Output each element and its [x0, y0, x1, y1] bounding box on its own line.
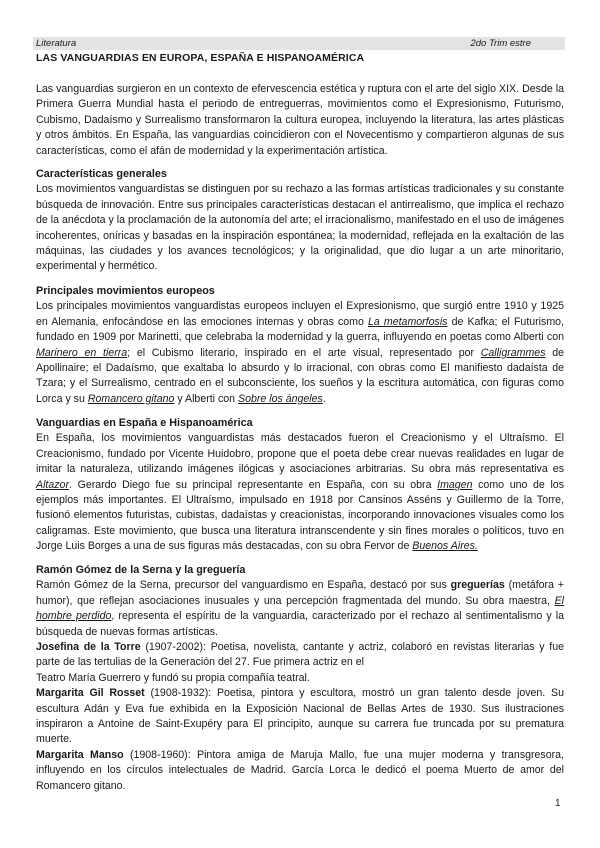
bio-josefina-de-la-torre	[36, 640, 564, 671]
section-heading: Principales movimientos europeos	[36, 285, 215, 297]
section-paragraph	[36, 299, 564, 407]
work-title-la-metamorfosis: La metamorfosis	[368, 315, 448, 328]
text-run: ; el Cubismo literario, inspirado en el arte visual, representado por	[127, 346, 481, 359]
section-heading: Ramón Gómez de la Serna y la greguería	[36, 564, 246, 576]
text-run: como uno de los ejemplos más importantes. El Ultraísmo, impulsado en 1918 por Cansinos Asséns y Guillermo de la Torre, fusionó elementos futuristas, cubistas, dadaístas y creacionistas, incorporando innovaciones visuales como los caligramas. Este movimiento, que busca una literatura intranscendente y sin fines morales o políticos, tuvo en Jorge Luis Borges a una de sus figuras más destacadas, con su obra Fervor de	[36, 478, 564, 553]
work-title-el-hombre-perdido: El hombre perdido	[36, 594, 564, 623]
bio-name: Margarita Manso	[36, 748, 124, 761]
text-run: de Kafka; el Futurismo, fundado en 1909 por Marinetti, que celebraba la modernidad y la guerra, influyendo en poetas como Alberti con	[36, 315, 564, 344]
section-heading: Características generales	[36, 168, 167, 180]
section-paragraph: Los movimientos vanguardistas se distinguen por su rechazo a las formas artísticas tradicionales y su constante búsqueda de innovación. Entre sus principales características destacan el antirrealismo, que implica el rechazo de la anécdota y la proclamación de la autonomía del arte; el irracionalismo, manifestado en el uso de imágenes incoherentes, oníricas y basadas en la inspiración espontánea; la modernidad, reflejada en la exaltación de las máquinas, las ciudades y los avances tecnológicos; y la originalidad, que dio lugar a un arte minoritario, experimental y hermético.	[36, 183, 564, 273]
running-header	[33, 37, 565, 50]
bio-text: (1908-1932): Poetisa, pintora y escultora, mostró un gran talento desde joven. Su escultura Adán y Eva fue exhibida en la Exposición Nacional de Bellas Artes de 1930. Sus ilustraciones inspiraron a Antoine de Saint-Exupéry para El principito, aunque su carrera fue truncada por su prematura muerte.	[36, 687, 564, 746]
section-gomez-de-la-serna	[36, 563, 564, 794]
section-espana-hispanoamerica	[36, 416, 564, 555]
bio-name: Josefina de la Torre	[36, 641, 141, 654]
text-run: de Apollinaire; el Dadaísmo, que exaltaba lo absurdo y lo irracional, con obras como El manifiesto dadaísta de Tzara; y el Surrealismo, centrado en el subconsciente, los sueños y la escritura automática, con figuras como Lorca y su	[36, 346, 564, 405]
text-run: y Alberti con	[174, 392, 238, 405]
text-run: Los principales movimientos vanguardistas europeos incluyen el Expresionismo, que surgió entre 1910 y 1925 en Alemania, enfocándose en las emociones internas y obras como	[36, 300, 564, 328]
work-title-marinero-en-tierra: Marinero en tierra	[36, 346, 128, 359]
bio-text: (1908-1960): Pintora amiga de Maruja Mallo, fue una mujer moderna y transgresora, influyendo en los círculos intelectuales de Madrid. García Lorca le dedicó el poema Muerto de amor del Romancero gitano.	[36, 748, 564, 792]
bio-name: Margarita Gil Rosset	[36, 687, 145, 700]
text-run: (metáfora + humor), que reflejan asociaciones inusuales y una percepción fragmentada del mundo. Su obra maestra,	[36, 579, 564, 607]
work-title-altazor: Altazor	[36, 478, 69, 491]
work-title-sobre-los-angeles: Sobre los ángeles	[238, 392, 323, 405]
work-title-imagen: Imagen	[437, 478, 473, 491]
work-title-calligrammes: Calligrammes	[480, 346, 546, 359]
section-caracteristicas	[36, 167, 564, 275]
text-run: Ramón Gómez de la Serna, precursor del vanguardismo en España, destacó por sus	[36, 579, 451, 592]
bio-josefina-continuation: Teatro María Guerrero y fundó su propia compañía teatral.	[36, 671, 310, 684]
text-run: . Gerardo Diego fue su principal representante en España, con su obra	[68, 478, 438, 491]
text-run: .	[322, 392, 326, 405]
page-number: 1	[555, 798, 561, 809]
document-title: LAS VANGUARDIAS EN EUROPA, ESPAÑA E HISPANOAMÉRICA	[36, 52, 365, 64]
intro-paragraph: Las vanguardias surgieron en un contexto de efervescencia estética y ruptura con el arte del siglo XIX. Desde la Primera Guerra Mundial hasta el periodo de entreguerras, movimientos como el Expresionismo, Futurismo, Cubismo, Dadaísmo y Surrealismo transformaron la cultura europea, incluyendo la literatura, las artes plásticas y otros ámbitos. En España, las vanguardias coincidieron con el Novecentismo y compartieron algunas de sus características, como el afán de modernidad y la experimentación artística.	[36, 83, 564, 157]
term-greguerias: greguerías	[450, 579, 505, 592]
section-movimientos-europeos	[36, 284, 564, 407]
bio-margarita-manso	[36, 748, 564, 794]
text-run: En España, los movimientos vanguardistas más destacados fueron el Creacionismo y el Ultraísmo. El Creacionismo, fundado por Vicente Huidobro, propone que el poeta debe crear nuevas realidades en lugar de imitar la naturaleza, utilizando imágenes ilógicas y asociaciones arbitrarias. Su obra más representativa es	[36, 432, 564, 476]
section-paragraph	[36, 578, 564, 640]
work-title-romancero-gitano: Romancero gitano	[87, 392, 175, 405]
intro-block	[36, 82, 564, 159]
header-term: 2do Trim estre	[470, 38, 531, 49]
section-heading: Vanguardias en España e Hispanoamérica	[36, 417, 253, 429]
bio-text: (1907-2002): Poetisa, novelista, cantante y actriz, colaboró en revistas literarias y fue parte de las tertulias de la Generación del 27. Fue primera actriz en el	[36, 641, 564, 669]
header-subject: Literatura	[36, 38, 77, 49]
bio-margarita-gil-rosset	[36, 686, 564, 748]
text-run: , representa el espíritu de la vanguardia, caracterizado por el rechazo al sentimentalismo y la búsqueda de nuevas formas artísticas.	[36, 610, 565, 638]
section-paragraph	[36, 431, 564, 554]
work-title-buenos-aires: Buenos Aires.	[412, 540, 478, 553]
